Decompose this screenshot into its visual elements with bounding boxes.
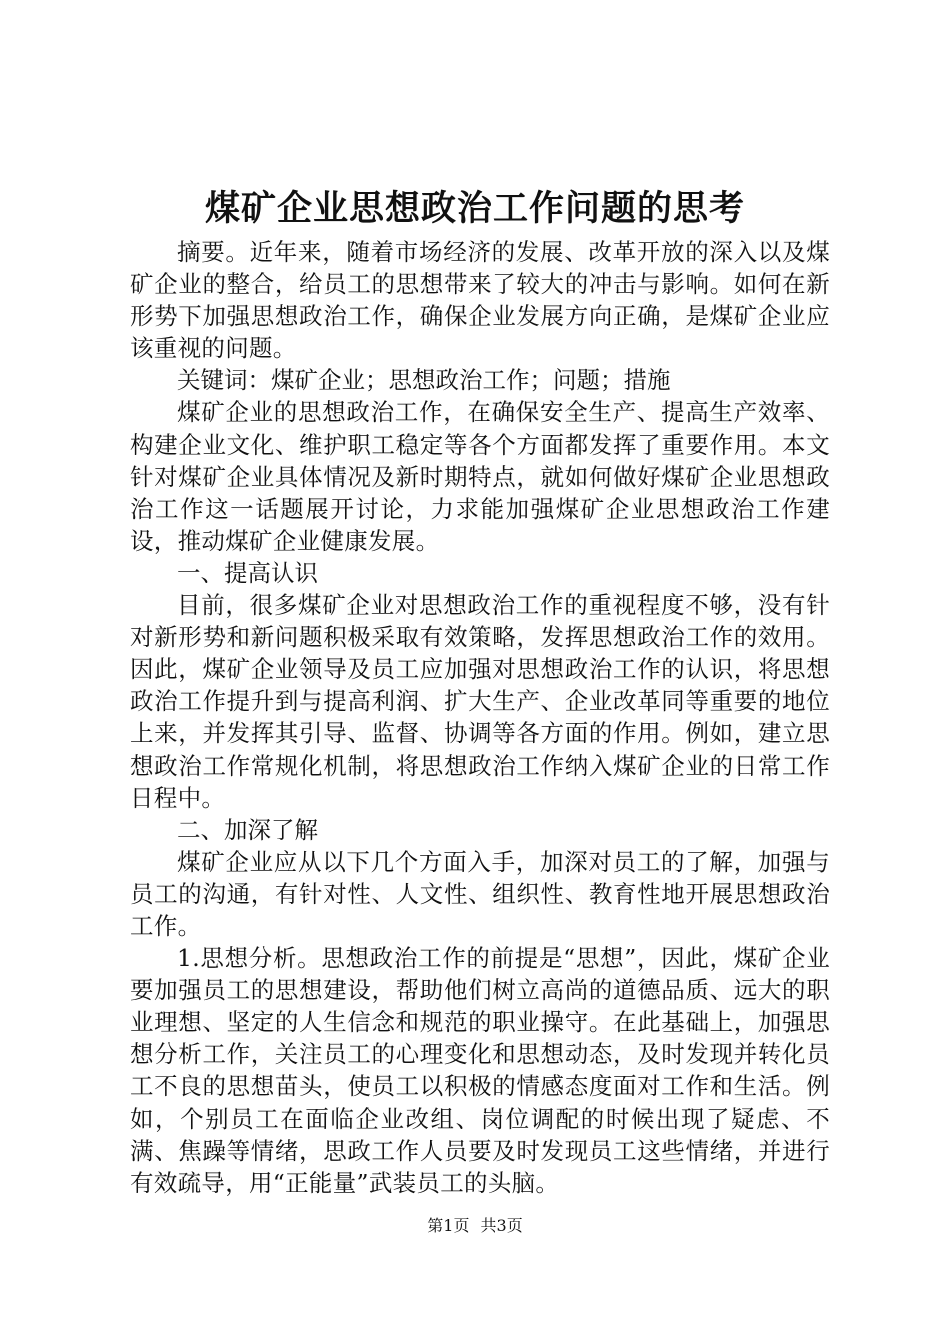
section-2-paragraph: 煤矿企业应从以下几个方面入手，加深对员工的了解，加强与员工的沟通，有针对性、人文性、组织性、教育性地开展思想政治工作。	[130, 847, 830, 940]
section-1-paragraph: 目前，很多煤矿企业对思想政治工作的重视程度不够，没有针对新形势和新问题积极采取有效策略，发挥思想政治工作的效用。因此，煤矿企业领导及员工应加强对思想政治工作的认识，将思想政治工作提升到与提高利润、扩大生产、企业改革同等重要的地位上来，并发挥其引导、监督、协调等各方面的作用。例如，建立思想政治工作常规化机制，将思想政治工作纳入煤矿企业的日常工作日程中。	[130, 591, 830, 812]
page-footer	[0, 1214, 950, 1238]
intro-paragraph: 煤矿企业的思想政治工作，在确保安全生产、提高生产效率、构建企业文化、维护职工稳定等各个方面都发挥了重要作用。本文针对煤矿企业具体情况及新时期特点，就如何做好煤矿企业思想政治工作这一话题展开讨论，力求能加强煤矿企业思想政治工作建设，推动煤矿企业健康发展。	[130, 398, 830, 555]
page-number-current: 第1页	[427, 1216, 470, 1235]
keywords-line: 关键词：煤矿企业；思想政治工作；问题；措施	[177, 366, 671, 395]
section-2-item-1-paragraph: 1.思想分析。思想政治工作的前提是“思想”，因此，煤矿企业要加强员工的思想建设，帮助他们树立高尚的道德品质、远大的职业理想、坚定的人生信念和规范的职业操守。在此基础上，加强思想分析工作，关注员工的心理变化和思想动态，及时发现并转化员工不良的思想苗头，使员工以积极的情感态度面对工作和生活。例如，个别员工在面临企业改组、岗位调配的时候出现了疑虑、不满、焦躁等情绪，思政工作人员要及时发现员工这些情绪，并进行有效疏导，用“正能量”武装员工的头脑。	[130, 944, 830, 1197]
section-heading-1: 一、提高认识	[177, 558, 318, 587]
abstract-paragraph: 摘要。近年来，随着市场经济的发展、改革开放的深入以及煤矿企业的整合，给员工的思想带来了较大的冲击与影响。如何在新形势下加强思想政治工作，确保企业发展方向正确，是煤矿企业应该重视的问题。	[130, 238, 830, 363]
section-heading-2: 二、加深了解	[177, 815, 318, 844]
document-title: 煤矿企业思想政治工作问题的思考	[204, 188, 745, 229]
page-number-total: 共3页	[480, 1216, 523, 1235]
document-body	[130, 236, 830, 1199]
